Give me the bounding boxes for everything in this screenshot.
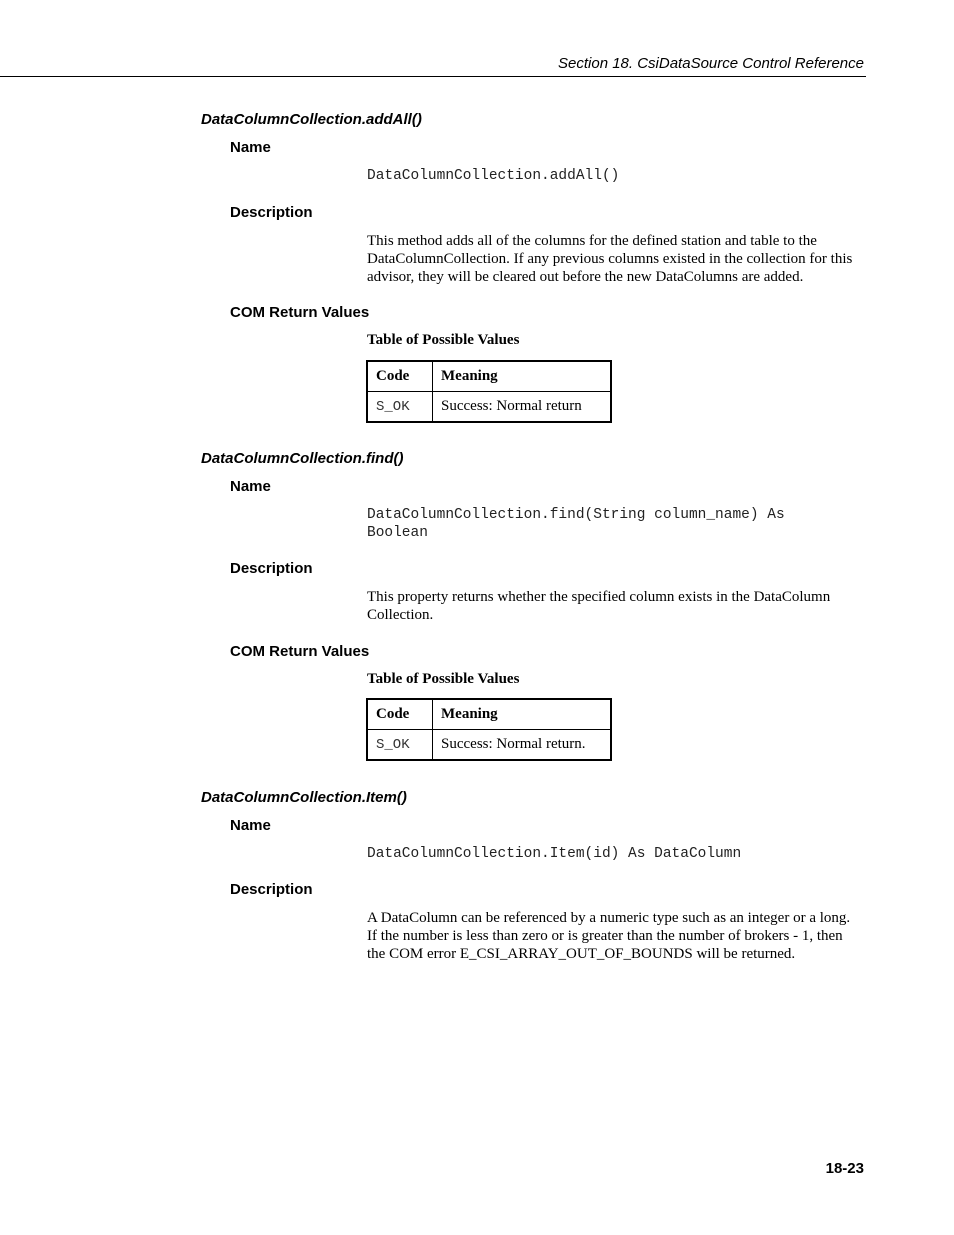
possible-values-table	[366, 698, 612, 761]
method-title-find: DataColumnCollection.find()	[201, 450, 404, 467]
column-header-code: Code	[367, 699, 433, 730]
running-header: Section 18. CsiDataSource Control Reference	[558, 55, 864, 72]
method-signature-line: DataColumnCollection.find(String column_name) As	[367, 507, 785, 523]
column-header-meaning: Meaning	[433, 699, 612, 730]
description-heading: Description	[230, 560, 313, 577]
code-cell: S_OK	[367, 392, 433, 423]
possible-values-table	[366, 360, 612, 423]
description-text: This property returns whether the specified column exists in the DataColumn Collection.	[367, 589, 831, 623]
table-header-row	[367, 361, 611, 392]
table-row	[367, 392, 611, 423]
table-header-row	[367, 699, 611, 730]
name-heading: Name	[230, 817, 271, 834]
name-heading: Name	[230, 478, 271, 495]
method-signature-line: Boolean	[367, 525, 428, 541]
method-signature: DataColumnCollection.Item(id) As DataColumn	[367, 846, 742, 862]
method-title-item: DataColumnCollection.Item()	[201, 789, 407, 806]
header-rule	[0, 76, 866, 77]
method-signature	[367, 506, 837, 542]
column-header-code: Code	[367, 361, 433, 392]
com-return-values-heading: COM Return Values	[230, 304, 370, 321]
page-number: 18-23	[825, 1160, 864, 1177]
method-signature: DataColumnCollection.addAll()	[367, 168, 620, 184]
meaning-cell: Success: Normal return.	[433, 730, 612, 761]
description-text: This method adds all of the columns for the defined station and table to the DataColumnCollection. If any previous columns existed in the collection for this advisor, they will be cleared out before the new DataColumns are added.	[367, 233, 853, 285]
table-row	[367, 730, 611, 761]
table-caption: Table of Possible Values	[367, 332, 520, 348]
description-heading: Description	[230, 881, 313, 898]
column-header-meaning: Meaning	[433, 361, 612, 392]
description-heading: Description	[230, 204, 313, 221]
com-return-values-heading: COM Return Values	[230, 643, 370, 660]
method-title-addall: DataColumnCollection.addAll()	[201, 111, 422, 128]
name-heading: Name	[230, 139, 271, 156]
description-text: A DataColumn can be referenced by a numeric type such as an integer or a long. If the number is less than zero or is greater than the number of brokers - 1, then the COM error E_CSI_ARRAY_OUT_OF_BOUNDS will be returned.	[367, 910, 851, 962]
code-cell: S_OK	[367, 730, 433, 761]
table-caption: Table of Possible Values	[367, 671, 520, 687]
meaning-cell: Success: Normal return	[433, 392, 612, 423]
